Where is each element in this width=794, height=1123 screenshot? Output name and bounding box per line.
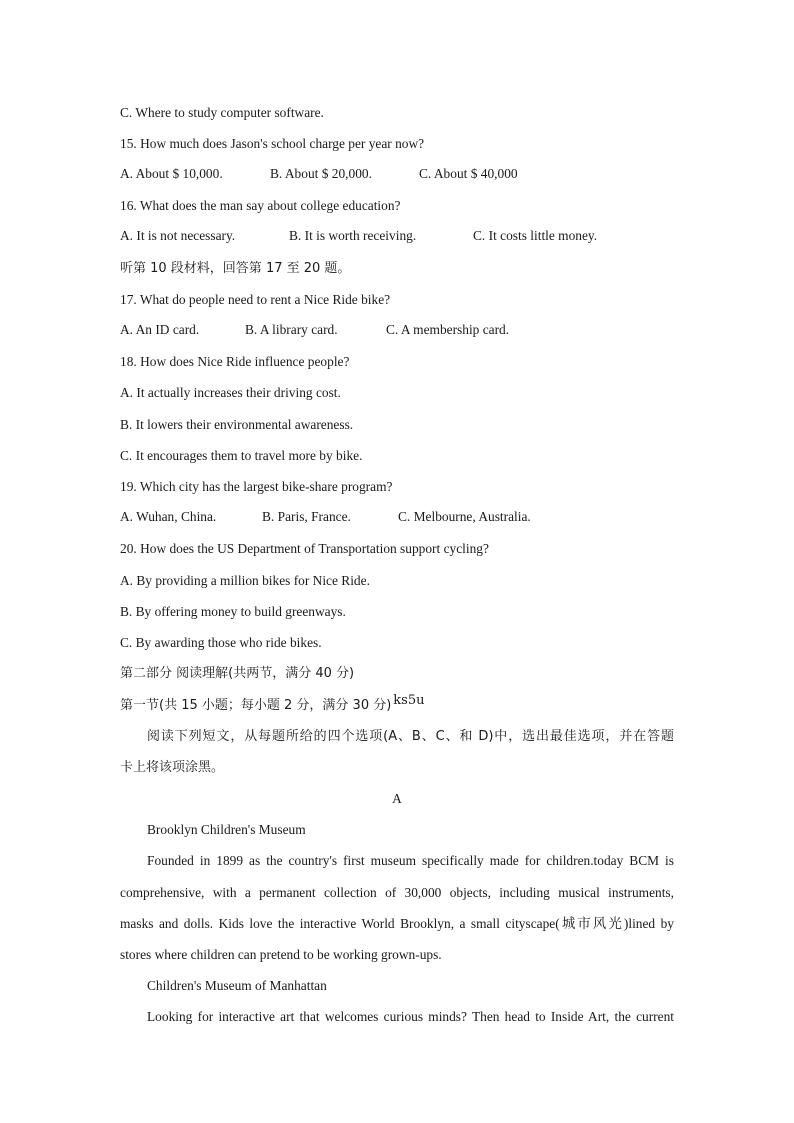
- instruction-passage-10: 听第 10 段材料，回答第 17 至 20 题。: [120, 261, 351, 276]
- q16-option-c: C. It costs little money.: [473, 228, 598, 243]
- bcm-line-3: masks and dolls. Kids love the interactive World Brooklyn, a small cityscape(城市风光)lined by: [120, 916, 674, 931]
- q17-options: [120, 322, 680, 340]
- q15-options: [120, 166, 680, 184]
- q19-option-b: B. Paris, France.: [262, 509, 351, 524]
- q18-option-c: C. It encourages them to travel more by bike.: [120, 448, 363, 463]
- question-15: 15. How much does Jason's school charge per year now?: [120, 136, 425, 151]
- question-19: 19. Which city has the largest bike-share program?: [120, 479, 393, 494]
- q14-option-c: C. Where to study computer software.: [120, 105, 324, 120]
- q19-option-a: A. Wuhan, China.: [120, 509, 217, 524]
- question-16: 16. What does the man say about college education?: [120, 198, 401, 213]
- bcm-title: Brooklyn Children's Museum: [147, 822, 306, 837]
- bcm-line-4: stores where children can pretend to be working grown-ups.: [120, 947, 442, 962]
- cmm-line-1: Looking for interactive art that welcomes curious minds? Then head to Inside Art, the current: [147, 1009, 674, 1024]
- question-20: 20. How does the US Department of Transportation support cycling?: [120, 541, 489, 556]
- q20-option-b: B. By offering money to build greenways.: [120, 604, 346, 619]
- q19-options: [120, 509, 680, 527]
- passage-label: A: [392, 791, 402, 806]
- q16-option-a: A. It is not necessary.: [120, 228, 236, 243]
- reading-instruction-line-1: 阅读下列短文，从每题所给的四个选项(A、B、C、和 D)中，选出最佳选项，并在答题: [147, 729, 674, 744]
- bcm-line-2: comprehensive, with a permanent collection of 30,000 objects, including musical instruments,: [120, 885, 674, 900]
- q18-option-a: A. It actually increases their driving cost.: [120, 385, 341, 400]
- q19-option-c: C. Melbourne, Australia.: [398, 509, 531, 524]
- q16-option-b: B. It is worth receiving.: [289, 228, 417, 243]
- section-one-heading: [120, 693, 425, 715]
- q17-option-a: A. An ID card.: [120, 322, 200, 337]
- reading-instruction-line-2: 卡上将该项涂黑。: [120, 760, 225, 775]
- q15-option-c: C. About $ 40,000: [419, 166, 518, 181]
- watermark-text: ks5u: [393, 693, 425, 708]
- section-one-text: 第一节(共 15 小题；每小题 2 分，满分 30 分): [120, 698, 392, 713]
- q20-option-a: A. By providing a million bikes for Nice Ride.: [120, 573, 370, 588]
- bcm-line-1: Founded in 1899 as the country's first museum specifically made for children.today BCM is: [147, 853, 674, 868]
- q15-option-a: A. About $ 10,000.: [120, 166, 223, 181]
- question-17: 17. What do people need to rent a Nice Ride bike?: [120, 292, 391, 307]
- part-two-heading: 第二部分 阅读理解(共两节，满分 40 分): [120, 666, 355, 681]
- q17-option-b: B. A library card.: [245, 322, 338, 337]
- q18-option-b: B. It lowers their environmental awareness.: [120, 417, 354, 432]
- question-18: 18. How does Nice Ride influence people?: [120, 354, 350, 369]
- q15-option-b: B. About $ 20,000.: [270, 166, 372, 181]
- q20-option-c: C. By awarding those who ride bikes.: [120, 635, 322, 650]
- q17-option-c: C. A membership card.: [386, 322, 510, 337]
- q16-options: [120, 228, 680, 246]
- cmm-title: Children's Museum of Manhattan: [147, 978, 327, 993]
